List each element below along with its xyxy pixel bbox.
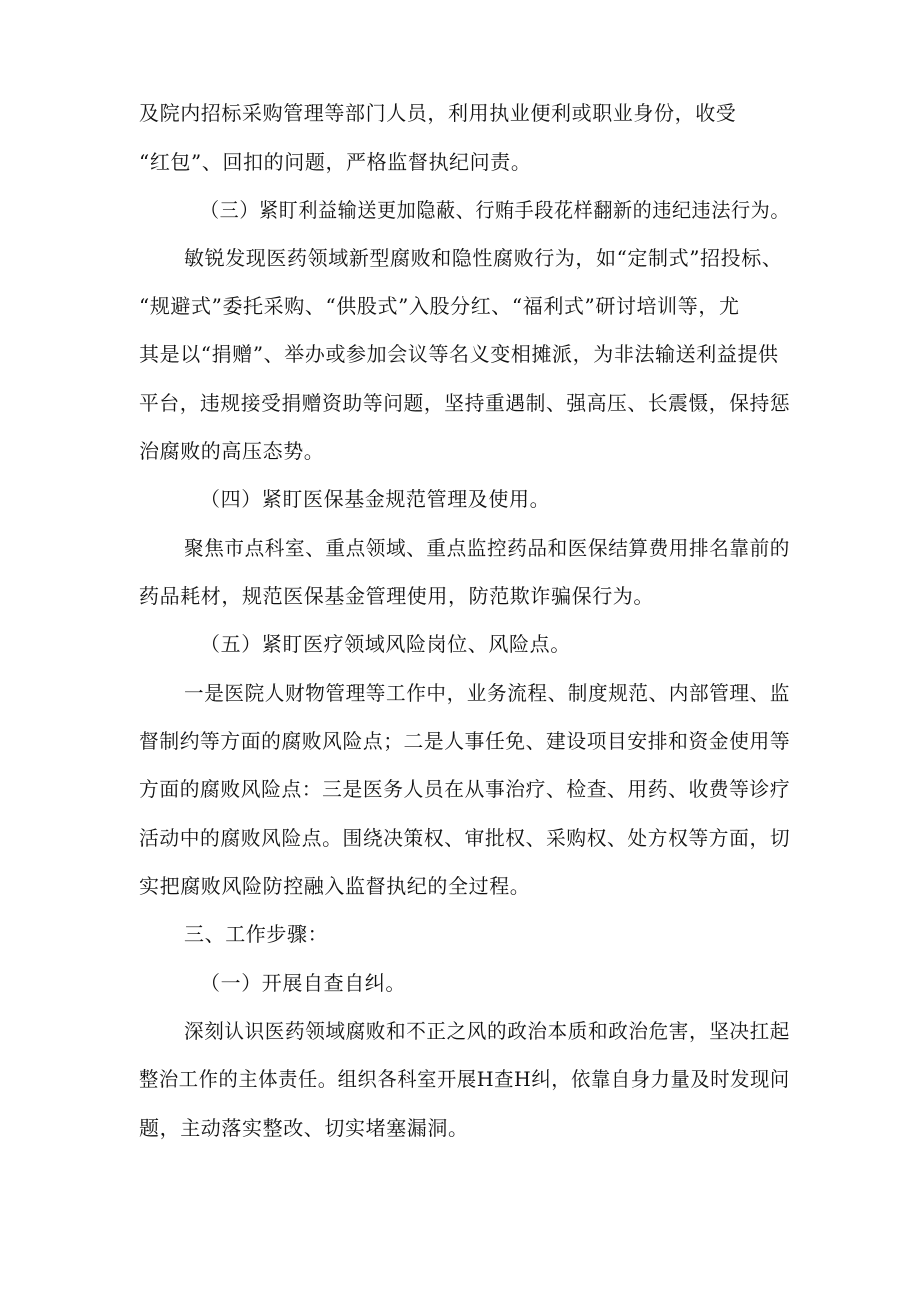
text-line-8: 治腐败的高压态势。: [139, 439, 325, 463]
text-line-14: 督制约等方面的腐败风险点；二是人事任免、建设项目安排和资金使用等: [139, 729, 791, 753]
section-heading-4: （四）紧盯医保基金规范管理及使用。: [200, 487, 551, 511]
section-heading-3: （三）紧盯利益输送更加隐蔽、行贿手段花样翻新的违纪违法行为。: [200, 198, 790, 222]
section-heading-5: （五）紧盯医疗领域风险岗位、风险点。: [200, 632, 571, 656]
text-line-15: 方面的腐败风险点：三是医务人员在从事治疗、检查、用药、收费等诊疗: [139, 777, 791, 801]
text-line-13: 一是医院人财物管理等工作中，业务流程、制度规范、内部管理、监: [184, 681, 790, 705]
text-line-10: 聚焦市点科室、重点领域、重点监控药品和医保结算费用排名靠前的: [184, 536, 790, 560]
text-line-5: “规避式”委托采购、“供股式”入股分红、“福利式”研讨培训等，尤: [139, 294, 740, 318]
text-line-11: 药品耗材，规范医保基金管理使用，防范欺诈骗保行为。: [139, 584, 654, 608]
text-line-2: “红包”、回扣的问题，严格监督执纪问责。: [139, 150, 532, 174]
text-line-1: 及院内招标采购管理等部门人员，利用执业便利或职业身份，收受: [139, 101, 737, 125]
text-line-21: 整治工作的主体责任。组织各科室开展H查H纠，依靠自身力量及时发现问: [139, 1067, 790, 1091]
text-line-6: 其是以“捐赠”、举办或参加会议等名义变相摊派，为非法输送利益提供: [139, 342, 779, 366]
text-line-7: 平台，违规接受捐赠资助等问题，坚持重遇制、强高压、长震慑，保持惩: [139, 391, 791, 415]
text-line-16: 活动中的腐败风险点。围绕决策权、审批权、采购权、处方权等方面，切: [139, 826, 791, 850]
text-line-20: 深刻认识医药领域腐败和不正之风的政治本质和政治危害，坚决扛起: [184, 1019, 790, 1043]
section-heading-work-steps: 三、工作步骤：: [184, 922, 329, 946]
text-line-17: 实把腐败风险防控融入监督执纪的全过程。: [139, 874, 531, 898]
subsection-heading-1: （一）开展自查自纠。: [200, 971, 406, 995]
text-line-22: 题，主动落实整改、切实堵塞漏洞。: [139, 1116, 469, 1140]
text-line-4: 敏锐发现医药领域新型腐败和隐性腐败行为，如“定制式”招投标、: [184, 246, 783, 270]
